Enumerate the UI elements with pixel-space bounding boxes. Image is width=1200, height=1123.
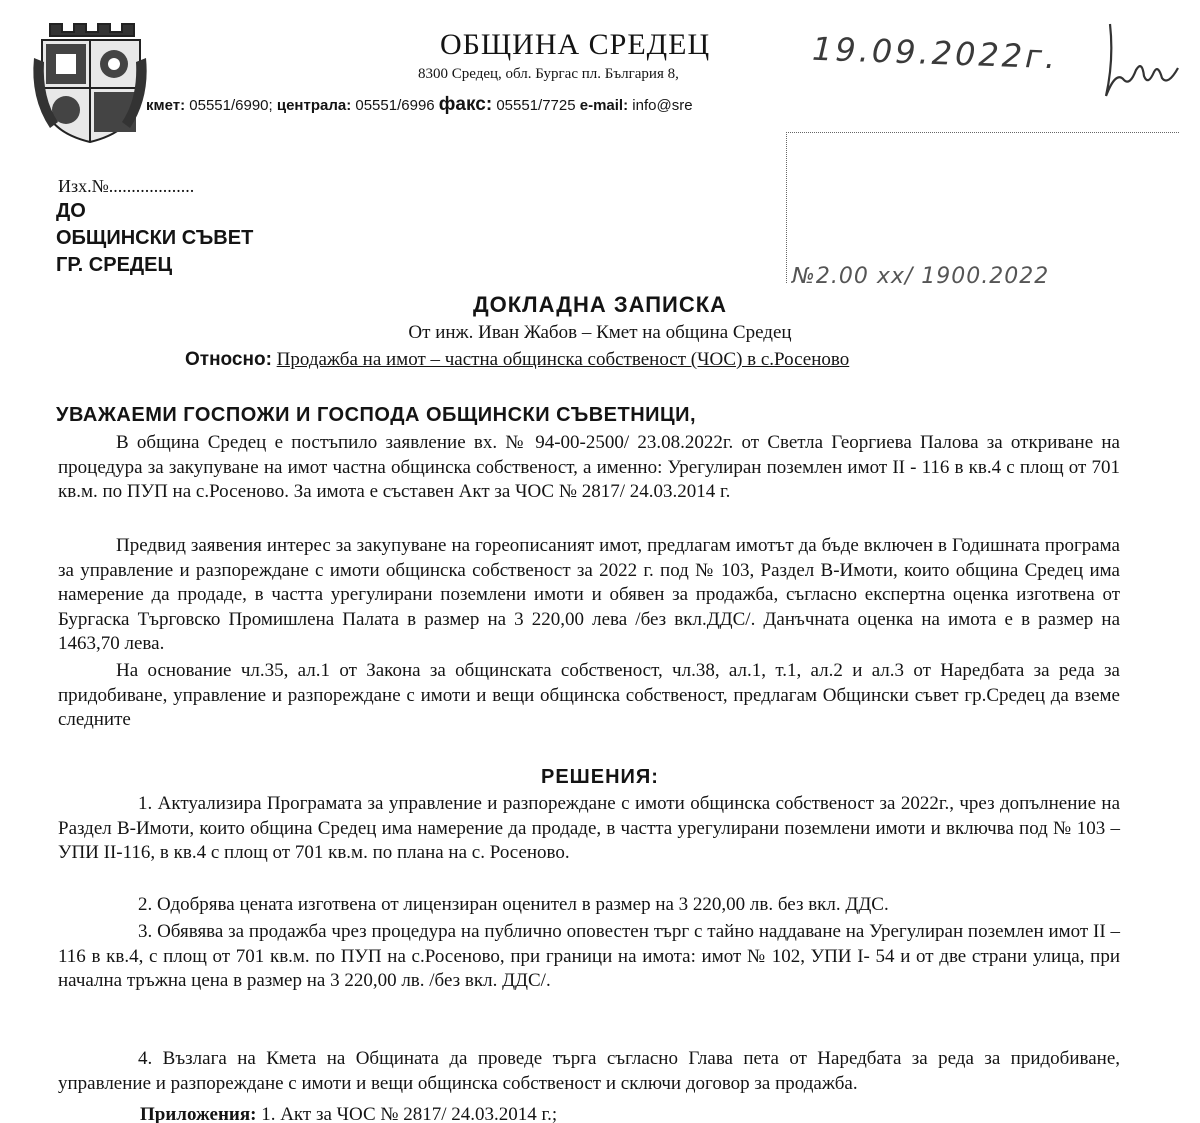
central-label: централа: (276, 97, 352, 114)
body-paragraph (58, 534, 1120, 657)
fax-number: 05551/7725 (496, 97, 576, 114)
decision-item (58, 1047, 1120, 1096)
decision-text: 3. Обявява за продажба чрез процедура на публично оповестен търг с тайно наддаване на Урегулиран поземлен имот II – 116 в кв.4, с площ от 701 кв.м. по ПУП на с.Росеново, при граници на имота: имот № 102, УПИ I- 54 и от две страни улица, при начална тръжна цена в размер на 3 220,00 лв. /без вкл. ДДС/. (58, 921, 1120, 992)
recipient-line: ДО (56, 200, 86, 222)
kmet-label: кмет: (146, 97, 186, 114)
decision-text: 4. Възлага на Кмета на Общината да проведе търга съгласно Глава пета от Наредбата за реда за придобиване, управление и разпореждане с имоти и вещи общинска собственост и сключи договор за продажба. (58, 1048, 1120, 1094)
registration-stamp-text: №2.00 хх/ 1900.2022 (792, 264, 1050, 289)
paragraph-text: На основание чл.35, ал.1 от Закона за общинската собственост, чл.38, ал.1, т.1, ал.2 и ал.3 от Наредбата за реда за придобиване, управление и разпореждане с имоти и вещи общинска собственост, предлагам Общински съвет гр.Средец да вземе следните (58, 660, 1120, 731)
municipal-coat-of-arms-icon (30, 18, 150, 146)
decisions-title: РЕШЕНИЯ: (541, 766, 659, 788)
outgoing-number: Изх.№................... (58, 176, 195, 196)
body-paragraph (58, 659, 1120, 733)
organization-name: ОБЩИНА СРЕДЕЦ (440, 28, 711, 61)
decision-text: 2. Одобрява цената изготвена от лицензиран оценител в размер на 3 220,00 лв. без вкл. ДДС. (138, 894, 889, 915)
paragraph-text: В община Средец е постъпило заявление вх. № 94-00-2500/ 23.08.2022г. от Светла Георгиева Палова за откриване на процедура за закупуване на имот частна общинска собственост, а именно: Урегулиран поземлен имот II - 116 в кв.4 с площ от 701 кв.м. по ПУП на с.Росеново. За имота е съставен Акт за ЧОС № 2817/ 24.03.2014 г. (58, 432, 1120, 503)
decision-text: 1. Актуализира Програмата за управление и разпореждане с имоти общинска собственост за 2022г., чрез допълнение на Раздел В-Имоти, които община Средец има намерение да продаде, в частта урегулирани поземлени имоти и включва под № 103 – УПИ II-116, в кв.4 с площ от 701 кв.м. по плана на с. Росеново. (58, 793, 1120, 864)
subject-text: Продажба на имот – частна общинска собственост (ЧОС) в с.Росеново (276, 349, 850, 370)
handwritten-date: 19.09.2022г. (811, 29, 1059, 77)
document-title: ДОКЛАДНА ЗАПИСКА (472, 292, 728, 317)
recipient-block (56, 198, 253, 279)
registration-stamp-area (786, 132, 1179, 283)
subject-line (185, 349, 849, 371)
attachments-text: 1. Акт за ЧОС № 2817/ 24.03.2014 г.; (261, 1104, 558, 1123)
attachments-label: Приложения: (140, 1104, 257, 1123)
salutation: УВАЖАЕМИ ГОСПОЖИ И ГОСПОДА ОБЩИНСКИ СЪВЕТНИЦИ, (56, 404, 697, 426)
contact-line (146, 94, 693, 116)
kmet-phone: 05551/6990; (189, 97, 273, 114)
handwritten-signature (1096, 20, 1186, 100)
document-author: От инж. Иван Жабов – Кмет на община Средец (408, 322, 792, 343)
body-paragraph (58, 431, 1120, 505)
paragraph-text: Предвид заявения интерес за закупуване на гореописаният имот, предлагам имотът да бъде включен в Годишната програма за управление и разпореждане с имоти общинска собственост за 2022 г. под № 103, Раздел В-Имоти, които община Средец има намерение да продаде, в частта урегулирани поземлени имоти и обявен за продажба, съгласно експертна оценка изготвена от Бургаска Търговско Промишлена Палата в размер на 3 220,00 лева /без вкл.ДДС/. Данъчната оценка на имота е в размер на 1463,70 лева. (58, 535, 1120, 655)
email-address: info@sre (632, 97, 693, 114)
recipient-line: ГР. СРЕДЕЦ (56, 254, 173, 276)
fax-label: факс: (438, 94, 493, 115)
decision-item (58, 893, 1120, 918)
decision-item (58, 920, 1120, 994)
recipient-line: ОБЩИНСКИ СЪВЕТ (56, 227, 254, 249)
email-label: e-mail: (579, 97, 629, 114)
subject-label: Относно: (185, 349, 272, 370)
organization-address: 8300 Средец, обл. Бургас пл. България 8, (418, 66, 679, 82)
decision-item (58, 792, 1120, 866)
attachments-line (140, 1104, 557, 1123)
central-phone: 05551/6996 (355, 97, 435, 114)
